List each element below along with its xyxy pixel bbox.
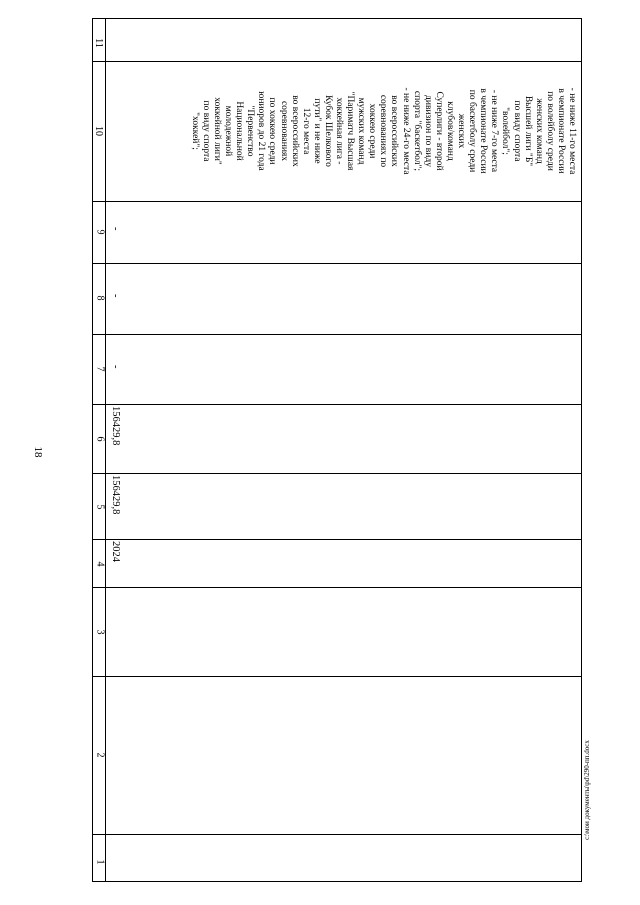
condition-line: женских команд — [533, 98, 544, 164]
condition-line: в чемпионате России — [478, 88, 489, 174]
footer-file-path: c:\мои документы\pd\290-пп.docx — [583, 740, 591, 840]
condition-line: во всероссийских — [289, 95, 300, 167]
cell-value-6: 156429,8 — [110, 406, 121, 446]
condition-line: 12-го места — [300, 107, 311, 155]
condition-line: - не ниже 24-го места — [400, 87, 411, 175]
condition-line: пути" и не ниже — [311, 98, 322, 164]
condition-line: хоккейная лига - — [334, 97, 345, 165]
row-divider — [93, 676, 581, 677]
condition-line: "Первенство — [245, 105, 256, 157]
row-divider — [93, 61, 581, 62]
condition-line: - не ниже 7-го места — [489, 89, 500, 173]
condition-line: соревнованиях по — [378, 94, 389, 168]
column-header-9: 9 — [94, 229, 105, 235]
row-divider — [93, 473, 581, 474]
cell-year: 2024 — [110, 541, 121, 562]
column-header-7: 7 — [94, 366, 105, 372]
condition-line: хоккейной лиги" — [212, 97, 222, 165]
condition-line: "Париматч Высшая — [345, 91, 356, 171]
condition-line: Национальной — [234, 101, 245, 161]
condition-line: юниоров до 21 года — [256, 91, 267, 171]
cell-value-5: 156429,8 — [110, 475, 121, 515]
row-divider — [93, 834, 581, 835]
condition-line: по баскетболу среди — [467, 89, 478, 173]
column-header-2: 2 — [94, 752, 105, 758]
column-header-10: 10 — [93, 126, 104, 136]
condition-line: спорта "баскетбол"; — [411, 90, 422, 172]
page-number: 18 — [32, 446, 44, 458]
condition-line: во всероссийских — [389, 95, 400, 167]
condition-line: по волейболу среди — [544, 91, 555, 171]
condition-line: по виду спорта — [200, 100, 211, 162]
condition-line: по хоккею среди — [267, 97, 278, 165]
column-header-4: 4 — [94, 561, 105, 567]
condition-line: по виду спорта — [511, 100, 522, 162]
row-divider — [93, 334, 581, 335]
row-divider — [93, 263, 581, 264]
row-divider — [93, 539, 581, 540]
condition-line: - не ниже 11-го места — [567, 87, 577, 175]
condition-line: мужских команд — [356, 97, 367, 165]
cell-dash-8: - — [110, 294, 121, 298]
condition-line: женских — [456, 113, 467, 149]
cell-dash-7: - — [110, 365, 121, 369]
row-divider — [93, 404, 581, 405]
condition-line: Высшей лиги "Б" — [522, 95, 533, 167]
cell-dash-9: - — [110, 227, 121, 231]
column-header-3: 3 — [94, 629, 105, 635]
condition-line: дивизион по виду — [422, 95, 433, 167]
condition-line: Кубок Шелкового — [322, 95, 333, 167]
column-header-8: 8 — [94, 295, 105, 301]
row-divider — [93, 587, 581, 588]
condition-line: "хоккей"; — [189, 112, 200, 150]
condition-line: "волейбол"; — [500, 107, 511, 155]
column-header-6: 6 — [94, 436, 105, 442]
condition-line: в чемпионате России — [555, 88, 566, 174]
column-header-5: 5 — [94, 504, 105, 510]
condition-line: клубов/команд — [444, 101, 455, 161]
column-header-11: 11 — [92, 38, 104, 48]
condition-line: молодежной — [223, 105, 234, 157]
data-table — [92, 18, 582, 882]
column-header-1: 1 — [94, 859, 105, 865]
cell-conditions — [107, 63, 577, 199]
condition-line: Суперлиги - второй — [433, 91, 444, 171]
condition-line: соревнованиях — [278, 100, 289, 162]
condition-line: хоккею среди — [367, 103, 378, 159]
row-divider — [93, 201, 581, 202]
